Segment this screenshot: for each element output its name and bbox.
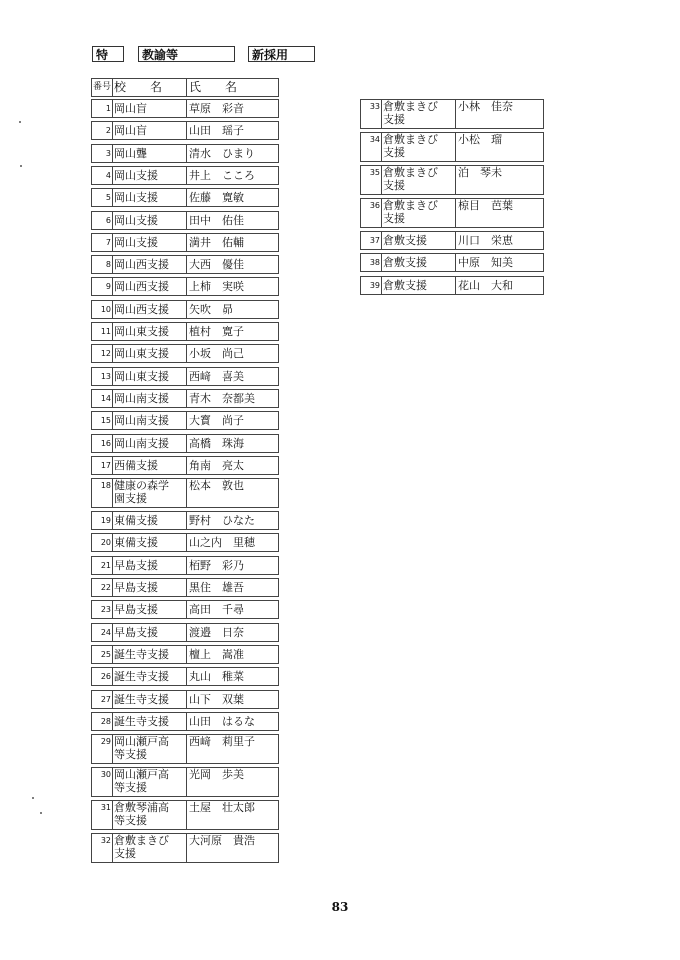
staff-name: 清水 ひまり — [189, 146, 255, 160]
table-row — [91, 411, 279, 430]
staff-name: 椋目 芭葉 — [458, 199, 513, 212]
table-row — [91, 478, 279, 508]
school-name: 岡山南支援 — [113, 435, 187, 452]
staff-name: 大河原 貴浩 — [189, 834, 255, 848]
staff-name: 高橋 珠海 — [189, 436, 244, 450]
school-name: 岡山南支援 — [113, 390, 187, 407]
table-row — [91, 456, 279, 475]
staff-name: 山田 はるな — [189, 714, 255, 728]
school-name: 岡山南支援 — [113, 412, 187, 429]
school-name: 誕生寺支援 — [113, 713, 187, 730]
staff-name: 矢吹 昴 — [189, 302, 233, 316]
row-number: 26 — [92, 668, 113, 685]
table-row — [360, 132, 544, 162]
scan-speck — [32, 797, 34, 799]
school-name: 早島支援 — [113, 579, 187, 596]
table-row — [91, 277, 279, 296]
table-row — [91, 188, 279, 207]
row-number: 2 — [92, 122, 113, 139]
row-number: 29 — [92, 735, 113, 763]
row-number: 6 — [92, 212, 113, 229]
table-row — [360, 99, 544, 129]
staff-name: 中原 知美 — [458, 256, 513, 270]
table-row — [360, 165, 544, 195]
school-name: 岡山瀬戸高 等支援 — [113, 768, 187, 796]
table-row — [91, 389, 279, 408]
column-header — [91, 78, 279, 97]
table-row — [91, 578, 279, 597]
table-row — [91, 233, 279, 252]
page-number: 83 — [331, 900, 349, 914]
table-row — [91, 600, 279, 619]
row-number: 19 — [92, 512, 113, 529]
school-name: 健康の森学 園支援 — [113, 479, 187, 507]
school-name: 倉敷支援 — [382, 232, 456, 249]
row-number: 4 — [92, 167, 113, 184]
row-number: 24 — [92, 624, 113, 641]
staff-name: 小林 佳奈 — [458, 100, 513, 113]
staff-name: 井上 こころ — [189, 168, 255, 182]
table-row — [91, 690, 279, 709]
school-name: 誕生寺支援 — [113, 691, 187, 708]
row-number: 11 — [92, 323, 113, 340]
school-name: 早島支援 — [113, 557, 187, 574]
school-name: 誕生寺支援 — [113, 668, 187, 685]
row-number: 12 — [92, 345, 113, 362]
school-name: 岡山盲 — [113, 122, 187, 139]
staff-name: 満井 佑輔 — [189, 235, 244, 249]
table-row — [360, 198, 544, 228]
row-number: 8 — [92, 256, 113, 273]
school-name: 岡山聾 — [113, 145, 187, 162]
col-head-school: 校 名 — [113, 79, 187, 96]
table-row — [360, 231, 544, 250]
col-head-num: 番号 — [92, 79, 113, 96]
row-number: 28 — [92, 713, 113, 730]
row-number: 23 — [92, 601, 113, 618]
table-row — [91, 511, 279, 530]
school-name: 岡山西支援 — [113, 278, 187, 295]
staff-name: 花山 大和 — [458, 278, 513, 292]
school-name: 早島支援 — [113, 624, 187, 641]
school-name: 東備支援 — [113, 534, 187, 551]
school-name: 早島支援 — [113, 601, 187, 618]
staff-name: 黒住 雄吾 — [189, 581, 244, 594]
school-name: 東備支援 — [113, 512, 187, 529]
staff-name: 栢野 彩乃 — [189, 558, 244, 572]
school-name: 倉敷まきび 支援 — [382, 133, 456, 161]
school-name: 岡山西支援 — [113, 301, 187, 318]
school-name: 岡山東支援 — [113, 323, 187, 340]
table-row — [91, 255, 279, 274]
table-row — [91, 800, 279, 830]
table-row — [91, 166, 279, 185]
staff-name: 小坂 尚己 — [189, 347, 244, 361]
row-number: 30 — [92, 768, 113, 796]
school-name: 倉敷琴浦高 等支援 — [113, 801, 187, 829]
staff-name: 角南 亮太 — [189, 458, 244, 472]
row-number: 22 — [92, 579, 113, 596]
staff-name: 松本 敦也 — [189, 479, 244, 493]
table-row — [91, 556, 279, 575]
scan-speck — [20, 165, 22, 167]
staff-name: 西﨑 喜美 — [189, 369, 244, 383]
row-number: 32 — [92, 834, 113, 862]
school-name: 岡山瀬戸高 等支援 — [113, 735, 187, 763]
school-name: 岡山東支援 — [113, 368, 187, 385]
header-hire-type: 新採用 — [248, 46, 315, 62]
col-head-name: 氏 名 — [189, 80, 244, 94]
school-name: 岡山支援 — [113, 189, 187, 206]
row-number: 5 — [92, 189, 113, 206]
table-row — [91, 99, 279, 118]
school-name: 西備支援 — [113, 457, 187, 474]
school-name: 岡山支援 — [113, 167, 187, 184]
staff-name: 小松 瑠 — [458, 133, 502, 146]
staff-name: 田中 佑佳 — [189, 213, 244, 227]
staff-name: 野村 ひなた — [189, 514, 255, 528]
row-number: 25 — [92, 646, 113, 663]
table-row — [91, 734, 279, 764]
table-row — [91, 121, 279, 140]
staff-name: 光岡 歩美 — [189, 768, 244, 782]
row-number: 3 — [92, 145, 113, 162]
table-row — [91, 344, 279, 363]
row-number: 7 — [92, 234, 113, 251]
header-category: 特 — [92, 46, 124, 62]
staff-name: 高田 千尋 — [189, 603, 244, 617]
row-number: 35 — [361, 166, 382, 194]
school-name: 岡山西支援 — [113, 256, 187, 273]
staff-name: 泊 琴未 — [458, 166, 502, 179]
table-row — [91, 645, 279, 664]
staff-name: 大西 優佳 — [189, 258, 244, 272]
school-name: 岡山支援 — [113, 212, 187, 229]
row-number: 33 — [361, 100, 382, 128]
row-number: 18 — [92, 479, 113, 507]
table-row — [91, 434, 279, 453]
table-row — [360, 276, 544, 295]
staff-name: 丸山 稚菜 — [189, 670, 244, 684]
row-number: 38 — [361, 254, 382, 271]
school-name: 倉敷まきび 支援 — [382, 199, 456, 227]
staff-name: 檀上 嵩准 — [189, 647, 244, 661]
school-name: 倉敷まきび 支援 — [113, 834, 187, 862]
row-number: 31 — [92, 801, 113, 829]
staff-name: 川口 栄恵 — [458, 234, 513, 247]
staff-name: 山之内 里穂 — [189, 536, 255, 550]
table-row — [91, 533, 279, 552]
school-name: 誕生寺支援 — [113, 646, 187, 663]
header-position: 教諭等 — [138, 46, 235, 62]
row-number: 20 — [92, 534, 113, 551]
school-name: 岡山盲 — [113, 100, 187, 117]
table-row — [360, 253, 544, 272]
staff-name: 西﨑 莉里子 — [189, 735, 255, 749]
scan-speck — [19, 121, 21, 123]
table-row — [91, 623, 279, 642]
table-row — [91, 712, 279, 731]
school-name: 岡山支援 — [113, 234, 187, 251]
staff-name: 土屋 壮太郎 — [189, 801, 255, 815]
school-name: 岡山東支援 — [113, 345, 187, 362]
staff-name: 大寳 尚子 — [189, 414, 244, 428]
table-row — [91, 300, 279, 319]
row-number: 1 — [92, 100, 113, 117]
row-number: 9 — [92, 278, 113, 295]
school-name: 倉敷支援 — [382, 254, 456, 271]
row-number: 34 — [361, 133, 382, 161]
table-row — [91, 322, 279, 341]
staff-name: 草原 彩音 — [189, 102, 244, 115]
table-row — [91, 833, 279, 863]
row-number: 17 — [92, 457, 113, 474]
school-name: 倉敷まきび 支援 — [382, 166, 456, 194]
staff-name: 上柿 実咲 — [189, 280, 244, 294]
row-number: 36 — [361, 199, 382, 227]
row-number: 14 — [92, 390, 113, 407]
school-name: 倉敷まきび 支援 — [382, 100, 456, 128]
school-name: 倉敷支援 — [382, 277, 456, 294]
row-number: 27 — [92, 691, 113, 708]
row-number: 10 — [92, 301, 113, 318]
table-row — [91, 367, 279, 386]
staff-name: 青木 奈都美 — [189, 391, 255, 405]
staff-name: 植村 寛子 — [189, 325, 244, 338]
row-number: 39 — [361, 277, 382, 294]
row-number: 15 — [92, 412, 113, 429]
staff-name: 佐藤 寛敏 — [189, 191, 244, 205]
table-row — [91, 667, 279, 686]
table-row — [91, 767, 279, 797]
table-row — [91, 144, 279, 163]
row-number: 13 — [92, 368, 113, 385]
row-number: 37 — [361, 232, 382, 249]
table-row — [91, 211, 279, 230]
staff-name: 渡邉 日奈 — [189, 625, 244, 639]
scan-speck — [40, 812, 42, 814]
staff-name: 山田 瑶子 — [189, 124, 244, 138]
staff-name: 山下 双葉 — [189, 692, 244, 706]
row-number: 21 — [92, 557, 113, 574]
row-number: 16 — [92, 435, 113, 452]
